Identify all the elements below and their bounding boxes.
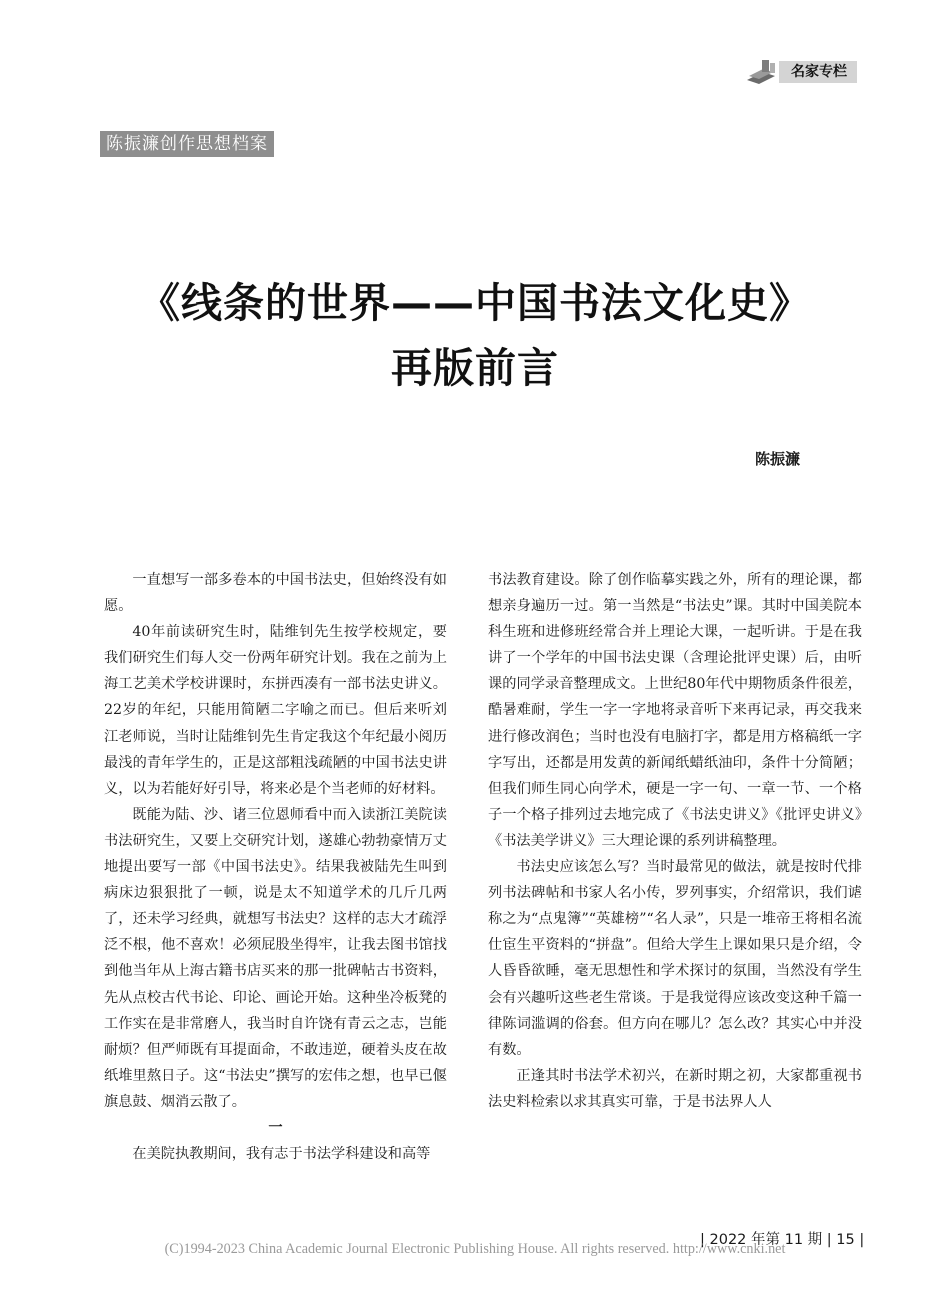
column-name: 名家专栏 — [779, 61, 857, 83]
section-number: 一 — [268, 1119, 283, 1136]
paragraph: 正逢其时书法学术初兴，在新时期之初，大家都重视书法史料检索以求其真实可靠，于是书法界人人 — [488, 1067, 862, 1110]
issue-page-number: | 2022 年第 11 期 | 15 | — [700, 1232, 865, 1248]
paragraph: 书法史应该怎么写？当时最常见的做法，就是按时代排列书法碑帖和书家人名小传，罗列事实，介绍常识，我们谑称之为“点鬼簿”“英雄榜”“名人录”，只是一堆帝王将相名流仕宦生平资料的“拼盘”。但给大学生上课如果只是介绍，令人昏昏欲睡，毫无思想性和学术探讨的氛围，当然没有学生会有兴趣听这些老生常谈。于是我觉得应该改变这种千篇一律陈词滥调的俗套。但方向在哪儿？怎么改？其实心中并没有数。 — [488, 859, 862, 1058]
copyright-watermark: (C)1994-2023 China Academic Journal Electronic Publishing House. All rights reserved. http://www.cnki.net — [164, 1241, 786, 1257]
body-column-right — [488, 567, 862, 1115]
paragraph: 在美院执教期间，我有志于书法学科建设和高等 — [132, 1145, 431, 1162]
book-stack-icon — [745, 60, 779, 84]
paragraph: 40年前读研究生时，陆维钊先生按学校规定，要我们研究生们每人交一份两年研究计划。我在之前为上海工艺美术学校讲课时，东拼西凑有一部书法史讲义。22岁的年纪，只能用简陋二字喻之而已。但后来听刘江老师说，当时让陆维钊先生肯定我这个年纪最小阅历最浅的青年学生的，正是这部粗浅疏陋的中国书法史讲义，以为若能好好引导，将来必是个当老师的好材料。 — [104, 624, 447, 797]
column-badge — [745, 60, 865, 84]
article-title: 《线条的世界——中国书法文化史》 — [139, 279, 811, 327]
paragraph: 既能为陆、沙、诸三位恩师看中而入读浙江美院读书法研究生，又要上交研究计划，遂雄心勃勃豪情万丈地提出要写一部《中国书法史》。结果我被陆先生叫到病床边狠狠批了一顿，说是太不知道学术的几斤几两了，还未学习经典，就想写书法史？这样的志大才疏浮泛不根，他不喜欢！必须屁股坐得牢，让我去图书馆找到他当年从上海古籍书店买来的那一批碑帖古书资料，先从点校古代书论、印论、画论开始。这种坐冷板凳的工作实在是非常磨人，我当时自许饶有青云之志，岂能耐烦？但严师既有耳提面命，不敢违逆，硬着头皮在故纸堆里熬日子。这“书法史”撰写的宏伟之想，也早已偃旗息鼓、烟消云散了。 — [104, 806, 447, 1110]
paragraph-continued: 书法教育建设。除了创作临摹实践之外，所有的理论课，都想亲身遍历一过。第一当然是“书法史”课。其时中国美院本科生班和进修班经常合并上理论大课，一起听讲。于是在我讲了一个学年的中国书法史课（含理论批评史课）后，由听课的同学录音整理成文。上世纪80年代中期物质条件很差，酷暑难耐，学生一字一字地将录音听下来再记录，再交我来进行修改润色；当时也没有电脑打字，都是用方格稿纸一字字写出，还都是用发黄的新闻纸蜡纸油印，条件十分简陋；但我们师生同心向学术，硬是一字一句、一章一节、一个格子一个格子排列过去地完成了《书法史讲义》《批评史讲义》《书法美学讲义》三大理论课的系列讲稿整理。 — [488, 572, 862, 849]
author-name: 陈振濂 — [755, 450, 801, 468]
section-tag: 陈振濂创作思想档案 — [100, 131, 274, 157]
article-subtitle: 再版前言 — [391, 344, 559, 392]
paragraph: 一直想写一部多卷本的中国书法史，但始终没有如愿。 — [104, 572, 447, 615]
body-column-left — [104, 567, 447, 1167]
